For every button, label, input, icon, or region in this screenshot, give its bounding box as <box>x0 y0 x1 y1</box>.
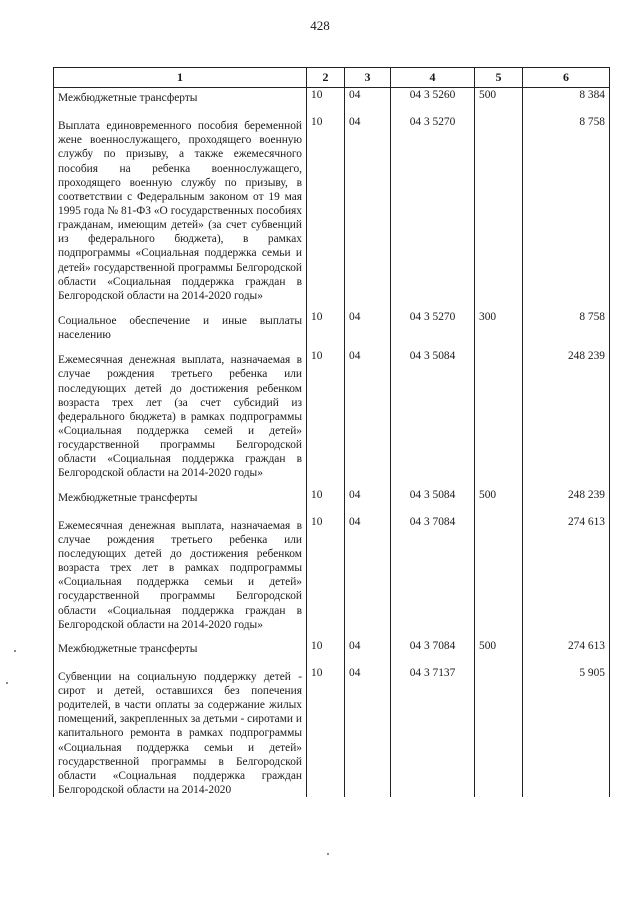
section-code: 10 <box>307 88 345 116</box>
subsection-code: 04 <box>345 666 391 797</box>
scan-speck <box>6 682 8 684</box>
target-article-code: 04 3 5260 <box>391 88 475 116</box>
section-code: 10 <box>307 639 345 666</box>
amount: 248 239 <box>523 488 610 515</box>
target-article-code: 04 3 7084 <box>391 515 475 639</box>
expense-type-code <box>475 515 523 639</box>
amount: 274 613 <box>523 515 610 639</box>
column-header: 6 <box>523 68 610 88</box>
section-code: 10 <box>307 666 345 797</box>
amount: 8 758 <box>523 115 610 310</box>
subsection-code: 04 <box>345 639 391 666</box>
section-code: 10 <box>307 349 345 487</box>
target-article-code: 04 3 5084 <box>391 488 475 515</box>
row-description: Социальное обеспечение и иные выплаты населению <box>54 310 307 349</box>
section-code: 10 <box>307 515 345 639</box>
budget-table <box>53 67 610 797</box>
amount: 248 239 <box>523 349 610 487</box>
amount: 8 758 <box>523 310 610 349</box>
section-code: 10 <box>307 310 345 349</box>
target-article-code: 04 3 7137 <box>391 666 475 797</box>
row-description: Межбюджетные трансферты <box>54 88 307 116</box>
target-article-code: 04 3 5270 <box>391 310 475 349</box>
amount: 8 384 <box>523 88 610 116</box>
row-description: Ежемесячная денежная выплата, назначаемая в случае рождения третьего ребенка или последующих детей до достижения ребенком возраста трех лет (за счет субсидий из федерального бюджета) в рамках подпрограммы «Социальная поддержка семей и детей» государственной программы Белгородской области «Социальная поддержка граждан в Белгородской области на 2014-2020 годы» <box>54 349 307 487</box>
target-article-code: 04 3 5084 <box>391 349 475 487</box>
column-header: 3 <box>345 68 391 88</box>
table-row <box>54 666 610 797</box>
row-description: Субвенции на социальную поддержку детей - сирот и детей, оставшихся без попечения родителей, в части оплаты за содержание жилых помещений, закрепленных за детьми - сиротами и капитального ремонта в рамках подпрограммы «Социальная поддержка семьи и детей» государственной программы в Белгородской области «Социальная поддержка граждан Белгородской области на 2014-2020 <box>54 666 307 797</box>
row-description: Межбюджетные трансферты <box>54 639 307 666</box>
amount: 274 613 <box>523 639 610 666</box>
table-header-row <box>54 68 610 88</box>
expense-type-code: 300 <box>475 310 523 349</box>
row-description: Выплата единовременного пособия беременной жене военнослужащего, проходящего военную службу по призыву, а также ежемесячного пособия на ребенка военнослужащего, проходящего военную службу по призыву, в соответствии с Федеральным законом от 19 мая 1995 года № 81-ФЗ «О государственных пособиях гражданам, имеющим детей» (за счет субвенций из федерального бюджета), в рамках подпрограммы «Социальная поддержка семьи и детей» государственной программы Белгородской области «Социальная поддержка граждан в Белгородской области на 2014-2020 годы» <box>54 115 307 310</box>
table-row <box>54 88 610 116</box>
amount: 5 905 <box>523 666 610 797</box>
subsection-code: 04 <box>345 115 391 310</box>
subsection-code: 04 <box>345 515 391 639</box>
scan-speck <box>327 853 329 855</box>
column-header: 5 <box>475 68 523 88</box>
row-description: Межбюджетные трансферты <box>54 488 307 515</box>
page-number: 428 <box>310 18 330 33</box>
table-row <box>54 349 610 487</box>
subsection-code: 04 <box>345 88 391 116</box>
expense-type-code <box>475 349 523 487</box>
expense-type-code: 500 <box>475 639 523 666</box>
expense-type-code <box>475 115 523 310</box>
scan-speck <box>14 650 16 652</box>
column-header: 2 <box>307 68 345 88</box>
expense-type-code <box>475 666 523 797</box>
target-article-code: 04 3 5270 <box>391 115 475 310</box>
section-code: 10 <box>307 115 345 310</box>
table-row <box>54 639 610 666</box>
column-header: 4 <box>391 68 475 88</box>
expense-type-code: 500 <box>475 88 523 116</box>
section-code: 10 <box>307 488 345 515</box>
column-header: 1 <box>54 68 307 88</box>
subsection-code: 04 <box>345 349 391 487</box>
table-row <box>54 515 610 639</box>
table-row <box>54 488 610 515</box>
row-description: Ежемесячная денежная выплата, назначаемая в случае рождения третьего ребенка или последующих детей до достижения ребенком возраста трех лет в рамках подпрограммы «Социальная поддержка семьи и детей» государственной программы Белгородской области «Социальная поддержка граждан в Белгородской области на 2014-2020 годы» <box>54 515 307 639</box>
table-row <box>54 115 610 310</box>
target-article-code: 04 3 7084 <box>391 639 475 666</box>
subsection-code: 04 <box>345 310 391 349</box>
expense-type-code: 500 <box>475 488 523 515</box>
table-row <box>54 310 610 349</box>
subsection-code: 04 <box>345 488 391 515</box>
